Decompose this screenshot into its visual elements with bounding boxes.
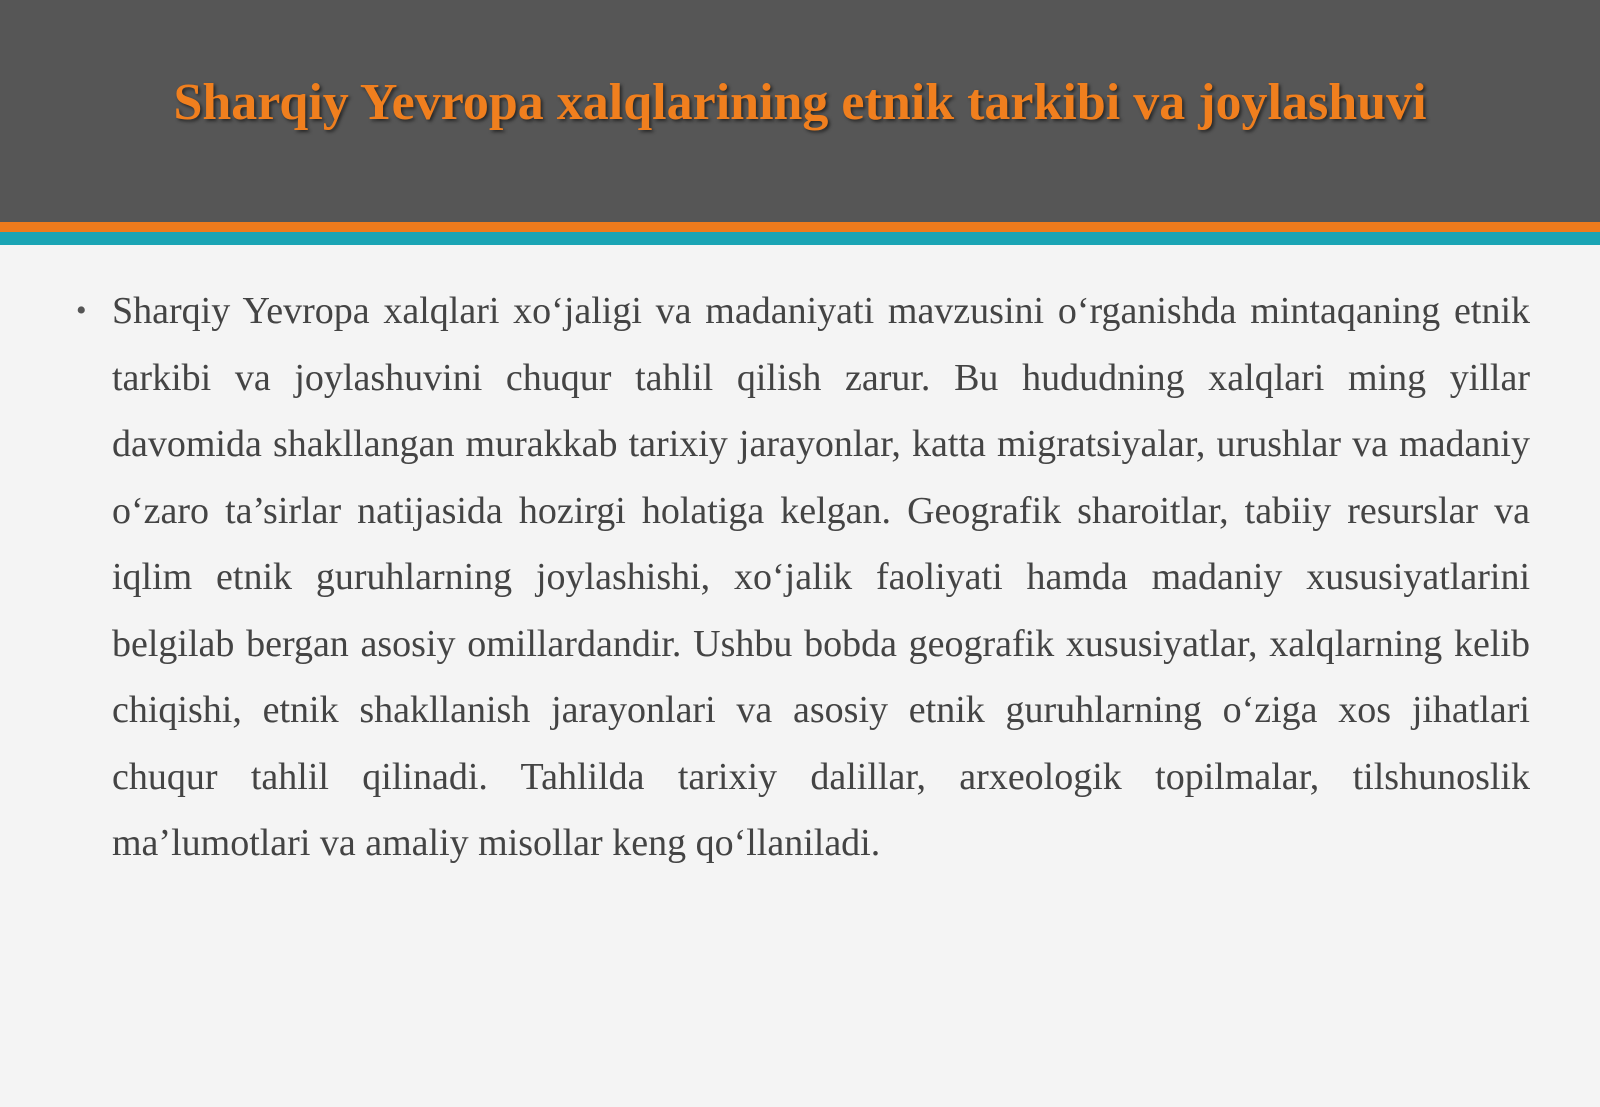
bullet-icon: • — [76, 294, 87, 327]
slide-header — [0, 0, 1600, 222]
header-divider-orange — [0, 222, 1600, 232]
header-divider-teal — [0, 232, 1600, 245]
bullet-list-item — [76, 278, 1530, 877]
slide-body — [76, 278, 1530, 877]
bullet-text: Sharqiy Yevropa xalqlari xo‘jaligi va madaniyati mavzusini o‘rganishda mintaqaning etnik tarkibi va joylashuvini chuqur tahlil qilish zarur. Bu hududning xalqlari ming yillar davomida shakllangan murakkab tarixiy jarayonlar, katta migratsiyalar, urushlar va madaniy o‘zaro ta’sirlar natijasida hozirgi holatiga kelgan. Geografik sharoitlar, tabiiy resurslar va iqlim etnik guruhlarning joylashishi, xo‘jalik faoliyati hamda madaniy xususiyatlarini belgilab bergan asosiy omillardandir. Ushbu bobda geografik xususiyatlar, xalqlarning kelib chiqishi, etnik shakllanish jarayonlari va asosiy etnik guruhlarning o‘ziga xos jihatlari chuqur tahlil qilinadi. Tahlilda tarixiy dalillar, arxeologik topilmalar, tilshunoslik ma’lumotlari va amaliy misollar keng qo‘llaniladi. — [112, 290, 1530, 864]
slide-title: Sharqiy Yevropa xalqlarining etnik tarkibi va joylashuvi — [173, 74, 1427, 131]
